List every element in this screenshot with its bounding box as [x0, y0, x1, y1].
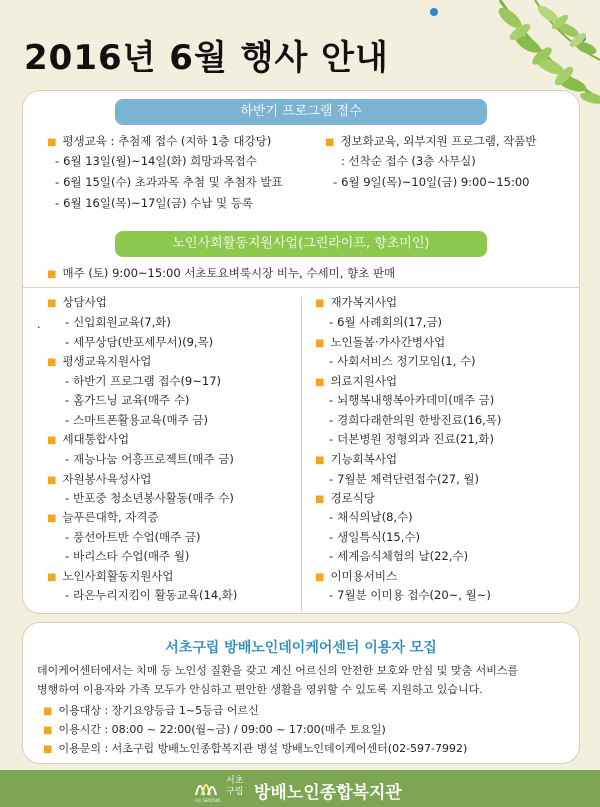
recruitment-target: ■ 이용대상 : 장기요양등급 1~5등급 어르신: [43, 704, 259, 717]
column-divider: [301, 297, 302, 612]
list-item: - 6월 13일(월)~14일(화) 희망과목접수: [55, 154, 257, 168]
bullet-icon: ■: [47, 137, 57, 148]
recruitment-description: 데이케어센터에서는 치매 등 노인성 질환을 갖고 계신 어르신의 안전한 보호와 안심 및 맞춤 서비스를: [37, 664, 519, 677]
bullet-icon: ■: [47, 572, 57, 583]
events-panel: [22, 90, 580, 614]
welfare-center-name: 방배노인종합복지관: [254, 783, 402, 803]
list-item: - 6월 15일(수) 초과과목 추첨 및 추첨자 발표: [55, 175, 283, 189]
list-item: - 라온누리지킴이 활동교육(14,화): [65, 588, 238, 602]
list-item: - 7월분 체력단련접수(27, 월): [329, 472, 480, 486]
bullet-icon: ■: [47, 475, 57, 486]
list-item: - 뇌행복내행복아카데미(매주 금): [329, 393, 495, 407]
list-item: - 6월 16일(목)~17일(금) 수납 및 등록: [55, 196, 254, 210]
bullet-icon: ■: [325, 137, 335, 148]
list-item: - 경희다래한의원 한방진료(16,목): [329, 413, 502, 427]
list-item: - 사회서비스 정기모임(1, 수): [329, 354, 476, 368]
bullet-icon: ■: [47, 298, 57, 309]
category-heading: ■ 세대통합사업: [47, 432, 130, 446]
recruitment-description: 병행하여 이용자와 가족 모두가 안심하고 편안한 생활을 영위할 수 있도록 지원하고 있습니다.: [37, 683, 483, 696]
list-item: - 바리스타 수업(매주 월): [65, 549, 190, 563]
list-item: - 6월 사례회의(17,금): [329, 315, 443, 329]
lifelong-education-heading: ■ 평생교육 : 추첨제 접수 (지하 1층 대강당): [47, 134, 272, 148]
list-item: - 세무상담(반포세무서)(9,목): [65, 335, 214, 349]
bullet-icon: ■: [43, 725, 53, 736]
category-heading: ■ 기능회복사업: [315, 452, 398, 466]
first-come-note: : 선착순 접수 (3층 사무실): [341, 154, 476, 168]
program-registration-banner: 하반기 프로그램 접수: [115, 99, 487, 125]
bullet-icon: ■: [315, 572, 325, 583]
divider: [23, 287, 579, 288]
svg-text:서초 SEOCHO: 서초 SEOCHO: [194, 798, 221, 803]
bullet-icon: ■: [315, 298, 325, 309]
bullet-icon: ■: [315, 338, 325, 349]
bullet-icon: ■: [315, 377, 325, 388]
recruitment-contact: ■ 이용문의 : 서초구립 방배노인종합복지관 병설 방배노인데이케어센터(02-597-7992): [43, 742, 468, 755]
recruitment-hours: ■ 이용시간 : 08:00 ~ 22:00(월~금) / 09:00 ~ 17:00(매주 토요일): [43, 723, 386, 736]
recruitment-title: 서초구립 방배노인데이케어센터 이용자 모집: [165, 640, 437, 656]
list-item: - 재능나눔 어흥프로젝트(매주 금): [65, 452, 234, 466]
info-education-heading: ■ 정보화교육, 외부지원 프로그램, 작품반: [325, 134, 537, 148]
logo-small-text: 서초 구립: [226, 776, 244, 797]
page-title: 2016년 6월 행사 안내: [24, 38, 389, 78]
list-item: - 세계음식체험의 날(22,수): [329, 549, 469, 563]
bullet-icon: ■: [47, 269, 57, 280]
list-item: - 하반기 프로그램 접수(9~17): [65, 374, 222, 388]
bullet-icon: ■: [47, 357, 57, 368]
category-heading: ■ 늘푸른대학, 자격증: [47, 510, 159, 524]
list-item: - 홈가드닝 교육(매주 수): [65, 393, 190, 407]
footer-bar: [0, 770, 600, 807]
list-item: - 반포중 청소년봉사활동(매주 수): [65, 491, 234, 505]
welfare-center-logo-icon: [190, 773, 222, 803]
list-item: - 신입회원교육(7,화): [65, 315, 171, 329]
bullet-icon: ■: [47, 513, 57, 524]
category-heading: ■ 의료지원사업: [315, 374, 398, 388]
list-item: - 7월분 이미용 접수(20~, 월~): [329, 588, 491, 602]
category-heading: ■ 노인사회활동지원사업: [47, 569, 174, 583]
category-heading: ■ 자원봉사육성사업: [47, 472, 152, 486]
list-item: - 더본병원 정형외과 진료(21,화): [329, 432, 494, 446]
list-item: - 스마트폰활용교육(매주 금): [65, 413, 208, 427]
bullet-icon: ■: [47, 435, 57, 446]
list-item: - 생일특식(15,수): [329, 530, 420, 544]
category-heading: ■ 상담사업: [47, 295, 107, 309]
bullet-icon: ■: [43, 706, 53, 717]
bullet-icon: ■: [315, 494, 325, 505]
flea-market-line: ■ 매주 (토) 9:00~15:00 서초토요벼룩시장 비누, 수세미, 향초 판매: [47, 266, 396, 280]
category-heading: ■ 이미용서비스: [315, 569, 398, 583]
category-heading: ■ 경로식당: [315, 491, 375, 505]
bullet-icon: ■: [43, 744, 53, 755]
senior-activity-banner: 노인사회활동지원사업(그린라이프, 향초미인): [115, 231, 487, 257]
list-item: - 풍선아트반 수업(매주 금): [65, 530, 201, 544]
category-heading: ■ 노인돌봄·가사간병사업: [315, 335, 446, 349]
bullet-icon: ■: [315, 455, 325, 466]
category-heading: ■ 평생교육지원사업: [47, 354, 152, 368]
category-heading: ■ 재가복지사업: [315, 295, 398, 309]
list-item: - 채식의날(8,수): [329, 510, 413, 524]
stray-mark: .: [37, 317, 41, 331]
list-item: - 6월 9일(목)~10일(금) 9:00~15:00: [333, 175, 530, 189]
recruitment-panel: [22, 622, 580, 764]
